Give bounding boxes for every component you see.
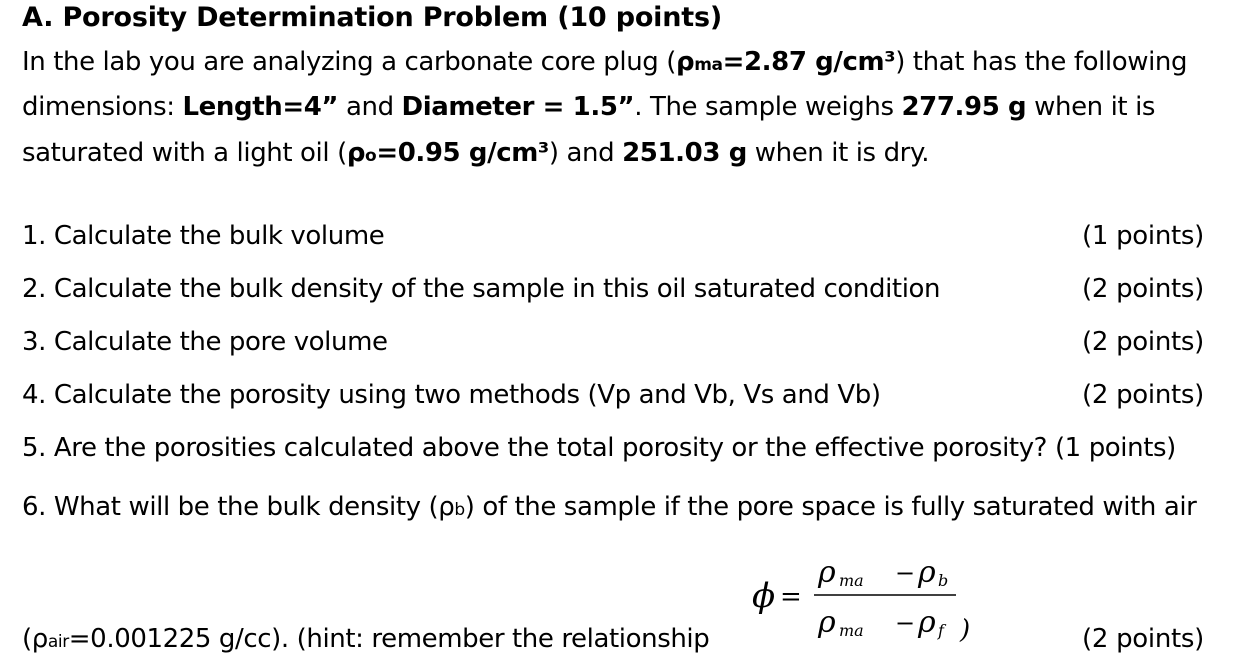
question-6-line-1: 6. What will be the bulk density (ρb) of the sample if the pore space is fully saturated with air [22,492,1197,522]
problem-title: A. Porosity Determination Problem (10 points) [22,2,722,33]
closing-paren: ) [960,615,971,645]
question-6-points: (2 points) [1082,624,1204,654]
denominator-rho-f: ρ [918,605,936,640]
numerator-rho-ma: ρ [818,555,836,590]
question-3: 3. Calculate the pore volume [22,327,388,357]
intro-line-2: dimensions: Length=4” and Diameter = 1.5”. The sample weighs 277.95 g when it is [22,92,1156,122]
equals-sign: = [780,582,802,612]
denominator-rho-ma: ρ [818,605,836,640]
question-1: 1. Calculate the bulk volume [22,221,385,251]
question-2-points: (2 points) [1082,274,1204,304]
numerator-rho-b: ρ [918,555,936,590]
question-4: 4. Calculate the porosity using two methods (Vp and Vb, Vs and Vb) [22,380,881,410]
numerator-b-subscript: b [938,571,949,590]
question-6-line-2: (ρair=0.001225 g/cc). (hint: remember the relationship [22,624,710,654]
question-3-points: (2 points) [1082,327,1204,357]
question-4-points: (2 points) [1082,380,1204,410]
intro-line-1: In the lab you are analyzing a carbonate core plug (ρma=2.87 g/cm³) that has the following [22,47,1188,77]
question-1-points: (1 points) [1082,221,1204,251]
intro-line-3: saturated with a light oil (ρo=0.95 g/cm³) and 251.03 g when it is dry. [22,138,930,168]
question-2: 2. Calculate the bulk density of the sample in this oil saturated condition [22,274,941,304]
denominator-f-subscript: f [938,621,944,640]
numerator-ma-subscript: ma [839,571,864,590]
question-5: 5. Are the porosities calculated above the total porosity or the effective porosity? (1 points) [22,433,1176,463]
denominator-minus: − [895,609,916,637]
denominator-ma-subscript: ma [839,621,864,640]
numerator-minus: − [895,559,916,587]
porosity-formula [748,552,988,652]
phi-symbol: ϕ [752,576,776,616]
